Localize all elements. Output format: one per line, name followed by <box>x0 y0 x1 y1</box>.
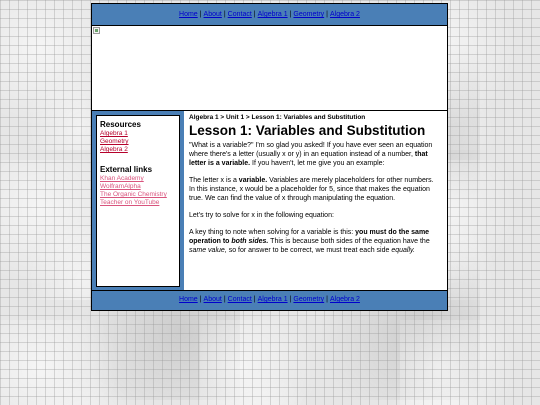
footer-navbar <box>92 290 447 310</box>
nav-separator: | <box>326 11 328 18</box>
footer-contact-link[interactable]: Contact <box>227 296 252 303</box>
resource-link-geometry[interactable]: Geometry <box>100 138 129 145</box>
external-link-organic-chemistry-teacher[interactable]: The Organic Chemistry Teacher on YouTube <box>100 191 167 206</box>
footer-home-link[interactable]: Home <box>179 296 198 303</box>
footer-about-link[interactable]: About <box>203 296 222 303</box>
nav-separator: | <box>289 11 292 18</box>
broken-image-icon <box>93 27 100 34</box>
resources-heading: Resources <box>100 120 141 129</box>
nav-separator: | <box>253 11 256 18</box>
external-links-heading: External links <box>100 165 153 174</box>
main-row <box>92 110 447 291</box>
paragraph-intro: "What is a variable?" I'm so glad you asked! If you have ever seen an equation where there's a letter (usually x or y) in an equation instead of a number, that letter is a variable. If you haven't, let me give you an example: <box>189 142 433 167</box>
resources-list <box>100 130 176 154</box>
footer-separator: | <box>223 296 226 303</box>
footer-geometry-link[interactable]: Geometry <box>293 296 325 303</box>
sidebar-frame <box>92 111 184 291</box>
footer-separator: | <box>326 296 328 303</box>
banner-area <box>92 26 447 110</box>
paragraph-try-solve: Let's try to solve for x in the following equation: <box>189 212 334 219</box>
nav-separator: | <box>223 11 226 18</box>
nav-algebra1-link[interactable]: Algebra 1 <box>257 11 288 18</box>
external-link-khan-academy[interactable]: Khan Academy <box>100 175 144 182</box>
footer-algebra2-link[interactable]: Algebra 2 <box>329 296 360 303</box>
paragraph-key-note: A key thing to note when solving for a variable is this: you must do the same operation to both sides. This is because both sides of the equation have the same value, so for answer to be correct, we must treat each side equally. <box>189 229 430 254</box>
breadcrumb: Algebra 1 > Unit 1 > Lesson 1: Variables and Substitution <box>189 114 366 121</box>
external-links-list <box>100 175 176 207</box>
footer-separator: | <box>289 296 292 303</box>
sidebar <box>96 115 180 287</box>
footer-separator: | <box>199 296 202 303</box>
nav-home-link[interactable]: Home <box>179 11 198 18</box>
external-link-wolframalpha[interactable]: WolframAlpha <box>100 183 141 190</box>
nav-algebra2-link[interactable]: Algebra 2 <box>329 11 360 18</box>
top-navbar <box>92 4 447 26</box>
nav-about-link[interactable]: About <box>203 11 222 18</box>
page-title: Lesson 1: Variables and Substitution <box>189 123 426 138</box>
nav-contact-link[interactable]: Contact <box>227 11 252 18</box>
lesson-content <box>184 111 447 291</box>
nav-geometry-link[interactable]: Geometry <box>293 11 325 18</box>
nav-separator: | <box>199 11 202 18</box>
resource-link-algebra1[interactable]: Algebra 1 <box>100 130 128 137</box>
paragraph-variable-definition: The letter x is a variable. Variables are merely placeholders for other numbers. In this instance, x would be a placeholder for 5, since that makes the equation true. We can find the value of x through manipulating the equation. <box>189 177 434 202</box>
footer-algebra1-link[interactable]: Algebra 1 <box>257 296 288 303</box>
footer-separator: | <box>253 296 256 303</box>
resource-link-algebra2[interactable]: Algebra 2 <box>100 146 128 153</box>
page-container <box>91 3 448 311</box>
